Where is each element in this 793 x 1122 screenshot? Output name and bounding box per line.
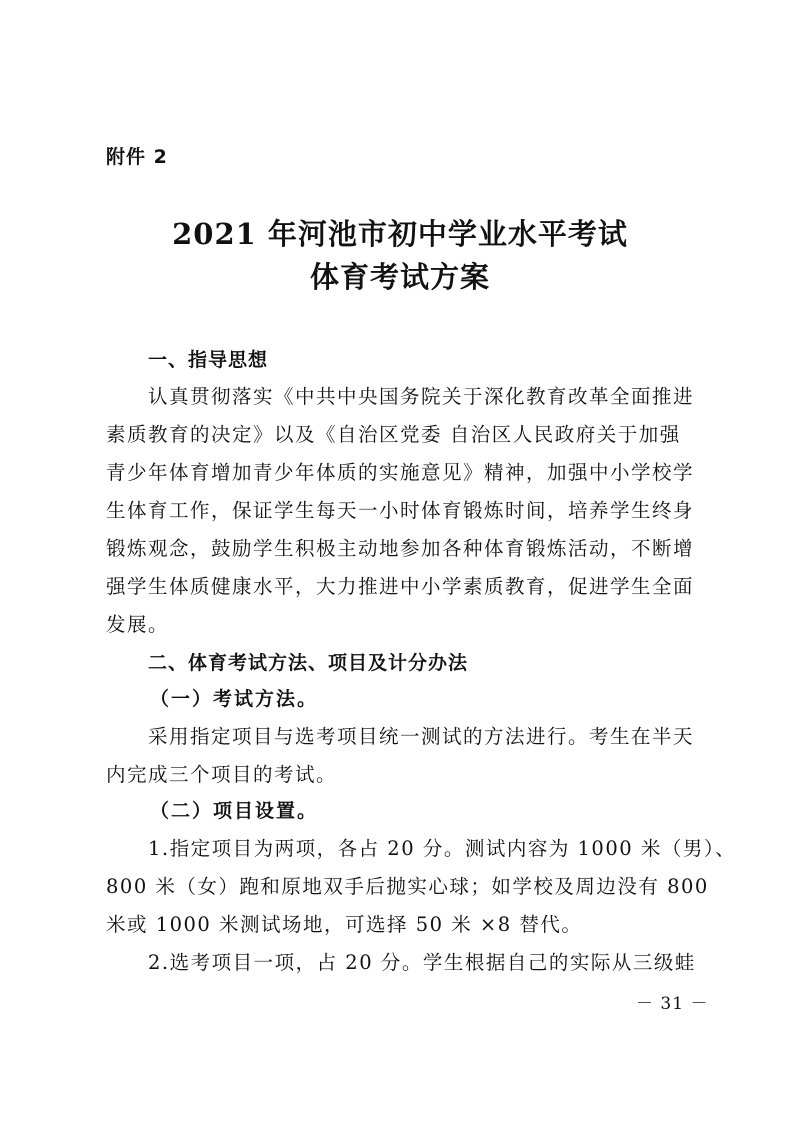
section2-heading: 二、体育考试方法、项目及计分办法 bbox=[148, 652, 469, 674]
paragraph-line: 内完成三个项目的考试。 bbox=[106, 763, 338, 786]
paragraph-line: 生体育工作，保证学生每天一小时体育锻炼时间，培养学生终身 bbox=[106, 499, 695, 522]
document-title-line1: 2021 年河池市初中学业水平考试 bbox=[172, 217, 628, 251]
section1-heading: 一、指导思想 bbox=[148, 349, 269, 371]
document-title-line2: 体育考试方案 bbox=[309, 260, 490, 294]
subsection-heading-method: （一）考试方法。 bbox=[150, 688, 319, 710]
paragraph-line: 1.指定项目为两项，各占 20 分。测试内容为 1000 米（男）、 bbox=[148, 837, 737, 860]
paragraph-line: 认真贯彻落实《中共中央国务院关于深化教育改革全面推进 bbox=[148, 385, 695, 408]
subsection-heading-items: （二）项目设置。 bbox=[150, 800, 319, 822]
paragraph-line: 800 米（女）跑和原地双手后抛实心球；如学校及周边没有 800 bbox=[106, 875, 709, 898]
paragraph-line: 青少年体育增加青少年体质的实施意见》精神，加强中小学校学 bbox=[106, 461, 695, 484]
attachment-label: 附件 2 bbox=[106, 146, 168, 168]
paragraph-line: 米或 1000 米测试场地，可选择 50 米 ×8 替代。 bbox=[106, 913, 583, 936]
paragraph-line: 锻炼观念，鼓励学生积极主动地参加各种体育锻炼活动，不断增 bbox=[106, 537, 695, 560]
paragraph-line: 素质教育的决定》以及《自治区党委 自治区人民政府关于加强 bbox=[106, 423, 681, 446]
paragraph-line: 2.选考项目一项，占 20 分。学生根据自己的实际从三级蛙 bbox=[148, 951, 696, 974]
paragraph-line: 强学生体质健康水平，大力推进中小学素质教育，促进学生全面 bbox=[106, 575, 695, 598]
paragraph-line: 发展。 bbox=[106, 613, 170, 636]
paragraph-line: 采用指定项目与选考项目统一测试的方法进行。考生在半天 bbox=[148, 725, 695, 748]
page-number: － 31 － bbox=[636, 994, 709, 1014]
